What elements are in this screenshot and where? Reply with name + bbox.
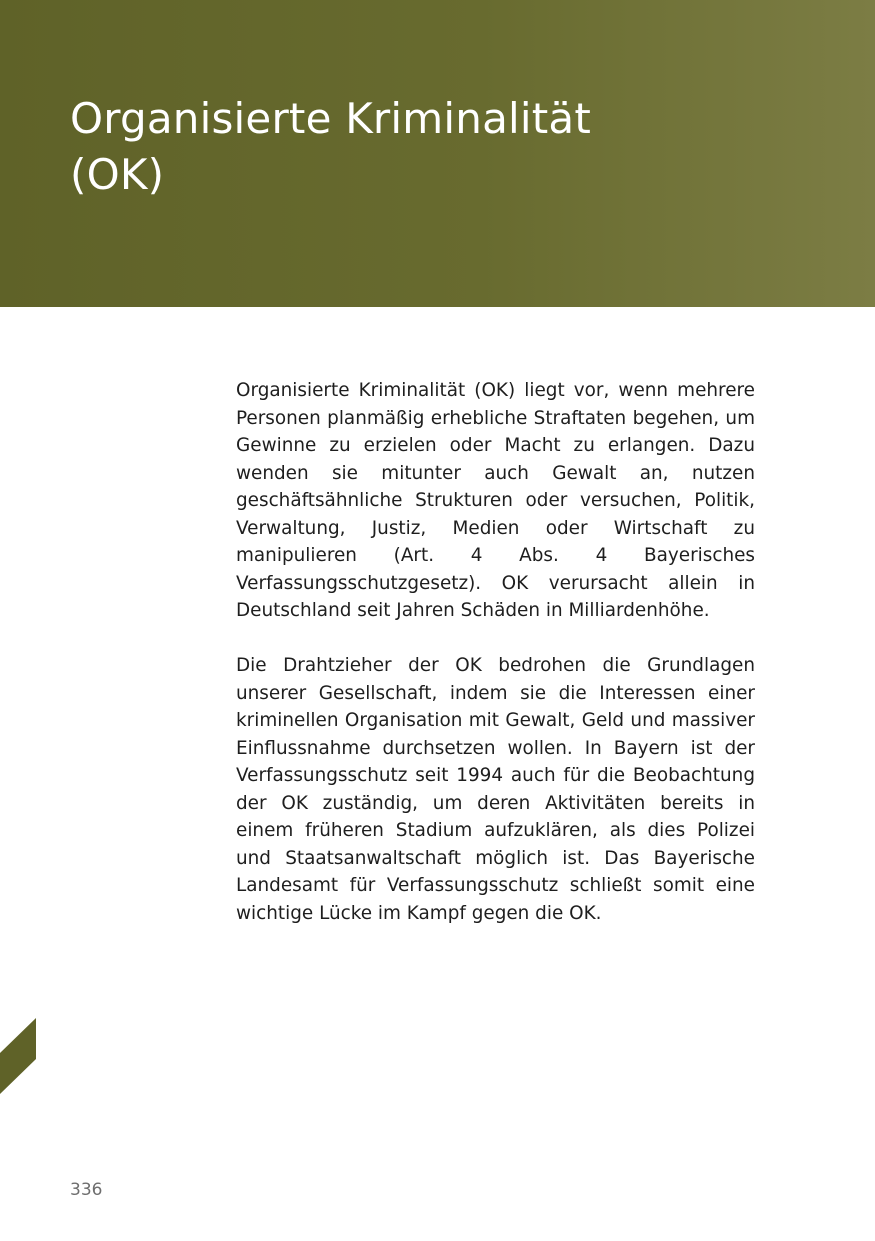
corner-marker-shape [0, 1018, 36, 1094]
page-title-line-1: Organisierte Kriminalität [70, 94, 592, 143]
page-title [70, 91, 770, 203]
paragraph-responsibility: Die Drahtzieher der OK bedrohen die Grundlagen unserer Gesellschaft, indem sie die Interessen einer kriminellen Organisation mit Gewalt, Geld und massiver Einflussnahme durchsetzen wollen. In Bayern ist der Verfassungsschutz seit 1994 auch für die Beobachtung der OK zuständig, um deren Aktivitäten bereits in einem früheren Stadium aufzuklären, als dies Polizei und Staatsanwaltschaft möglich ist. Das Bayerische Landesamt für Verfassungsschutz schließt somit eine wichtige Lücke im Kampf gegen die OK. [236, 655, 755, 924]
paragraph-definition: Organisierte Kriminalität (OK) liegt vor, wenn mehrere Personen planmäßig erhebliche Straftaten begehen, um Gewinne zu erzielen oder Macht zu erlangen. Dazu wenden sie mitunter auch Gewalt an, nutzen geschäftsähnliche Strukturen oder versuchen, Politik, Verwaltung, Justiz, Medien oder Wirtschaft zu manipulieren (Art. 4 Abs. 4 Bayerisches Verfassungsschutzgesetz). OK verursacht allein in Deutschland seit Jahren Schäden in Milliardenhöhe. [236, 380, 755, 621]
header-band [0, 0, 875, 307]
page-title-line-2: (OK) [70, 150, 165, 199]
body-text [236, 377, 755, 927]
page-number: 336 [70, 1180, 103, 1200]
